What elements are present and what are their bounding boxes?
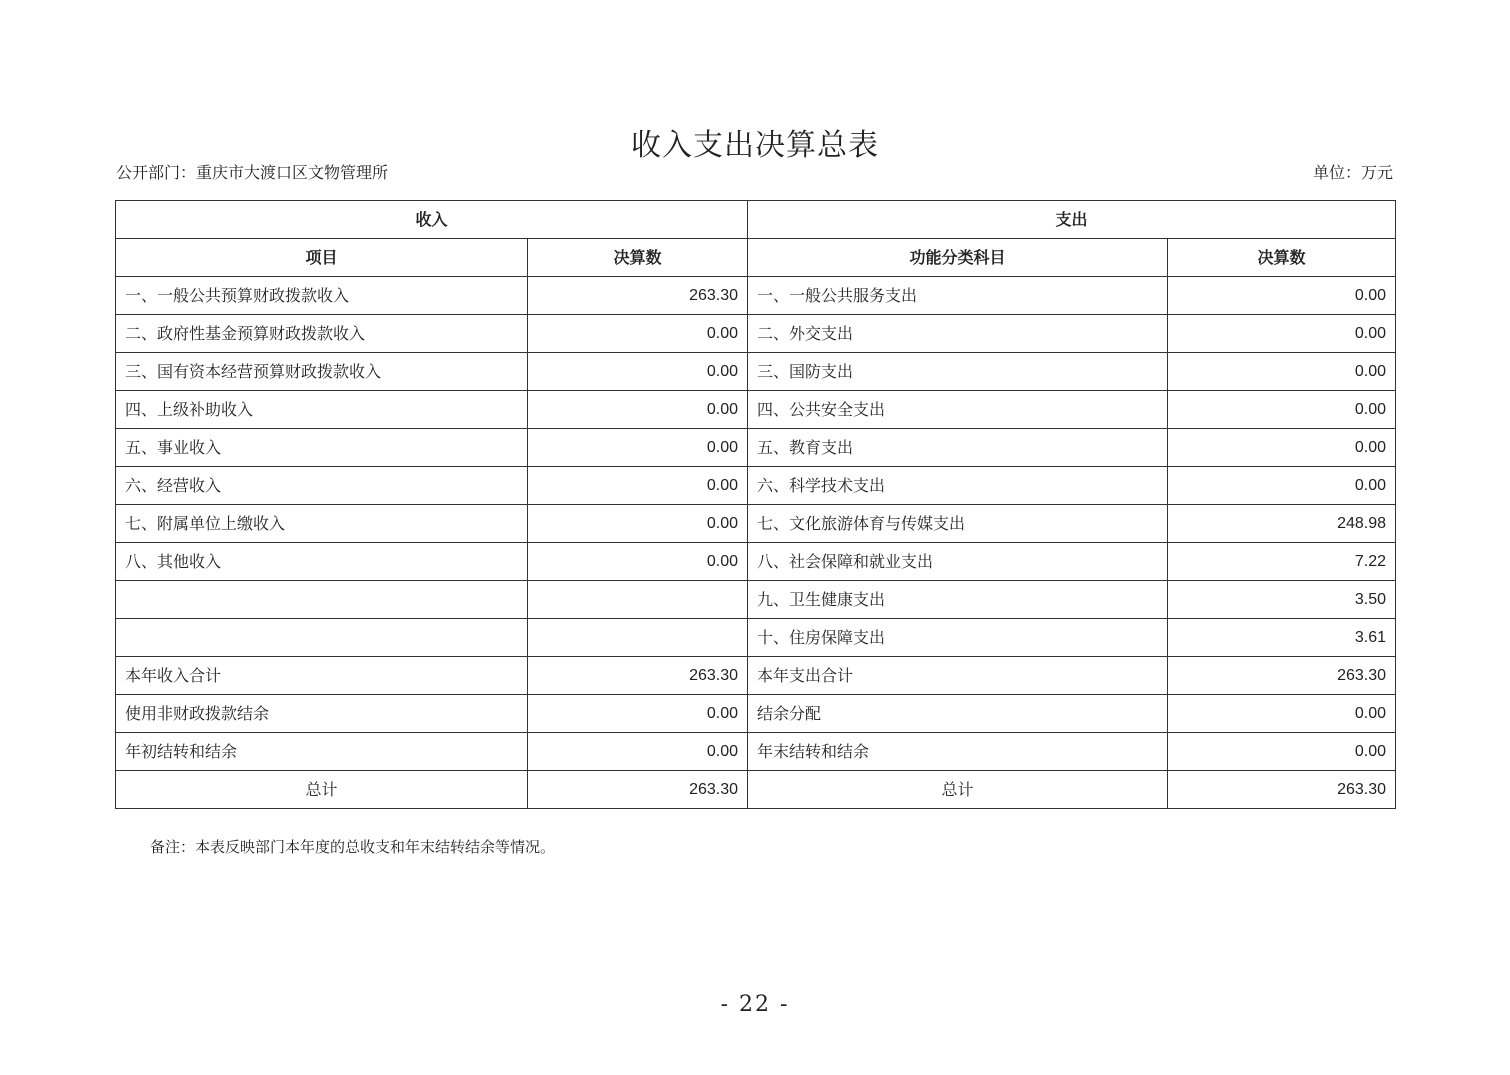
expense-item: 五、教育支出: [748, 429, 1168, 467]
income-item: 五、事业收入: [116, 429, 528, 467]
income-expense-table: [115, 200, 1396, 809]
expense-total-label: 总计: [748, 771, 1168, 809]
income-amount: 263.30: [528, 657, 748, 695]
expense-amount: 263.30: [1168, 657, 1396, 695]
expense-total-amount: 263.30: [1168, 771, 1396, 809]
income-item: 八、其他收入: [116, 543, 528, 581]
table-row: [116, 315, 1396, 353]
section-header-row: [116, 201, 1396, 239]
expense-section-header: 支出: [748, 201, 1396, 239]
income-amount-column-header: 决算数: [528, 239, 748, 277]
income-item: 使用非财政拨款结余: [116, 695, 528, 733]
expense-amount: 3.50: [1168, 581, 1396, 619]
expense-amount: 0.00: [1168, 391, 1396, 429]
income-item: 年初结转和结余: [116, 733, 528, 771]
item-column-header: 项目: [116, 239, 528, 277]
income-item: 六、经营收入: [116, 467, 528, 505]
income-item: 三、国有资本经营预算财政拨款收入: [116, 353, 528, 391]
table-row: [116, 581, 1396, 619]
expense-amount-column-header: 决算数: [1168, 239, 1396, 277]
report-title: 收入支出决算总表: [631, 128, 879, 163]
expense-amount: 7.22: [1168, 543, 1396, 581]
unit-label: 单位：万元: [1312, 163, 1393, 182]
income-amount: 0.00: [528, 467, 748, 505]
expense-item: 四、公共安全支出: [748, 391, 1168, 429]
income-total-label: 总计: [116, 771, 528, 809]
income-amount: 0.00: [528, 429, 748, 467]
table-row: [116, 429, 1396, 467]
grand-total-row: [116, 771, 1396, 809]
expense-amount: 248.98: [1168, 505, 1396, 543]
expense-item: 三、国防支出: [748, 353, 1168, 391]
income-amount: 0.00: [528, 695, 748, 733]
table-row: [116, 277, 1396, 315]
expense-amount: 0.00: [1168, 277, 1396, 315]
income-item: 一、一般公共预算财政拨款收入: [116, 277, 528, 315]
expense-item: 七、文化旅游体育与传媒支出: [748, 505, 1168, 543]
category-column-header: 功能分类科目: [748, 239, 1168, 277]
table-row: [116, 657, 1396, 695]
income-amount: 0.00: [528, 543, 748, 581]
table-row: [116, 467, 1396, 505]
income-total-amount: 263.30: [528, 771, 748, 809]
expense-item: 六、科学技术支出: [748, 467, 1168, 505]
page-number: - 22 -: [720, 992, 790, 1017]
column-header-row: [116, 239, 1396, 277]
income-section-header: 收入: [116, 201, 748, 239]
income-item: [116, 619, 528, 657]
income-item: 二、政府性基金预算财政拨款收入: [116, 315, 528, 353]
expense-item: 十、住房保障支出: [748, 619, 1168, 657]
income-amount: [528, 581, 748, 619]
table-row: [116, 353, 1396, 391]
expense-item: 结余分配: [748, 695, 1168, 733]
expense-item: 本年支出合计: [748, 657, 1168, 695]
footnote: 备注：本表反映部门本年度的总收支和年末结转结余等情况。: [150, 838, 556, 856]
expense-item: 年末结转和结余: [748, 733, 1168, 771]
income-amount: 0.00: [528, 391, 748, 429]
income-item: [116, 581, 528, 619]
expense-item: 八、社会保障和就业支出: [748, 543, 1168, 581]
table-row: [116, 543, 1396, 581]
income-amount: [528, 619, 748, 657]
income-amount: 0.00: [528, 505, 748, 543]
expense-item: 一、一般公共服务支出: [748, 277, 1168, 315]
table-row: [116, 391, 1396, 429]
expense-amount: 0.00: [1168, 467, 1396, 505]
income-item: 七、附属单位上缴收入: [116, 505, 528, 543]
expense-amount: 3.61: [1168, 619, 1396, 657]
expense-item: 九、卫生健康支出: [748, 581, 1168, 619]
expense-amount: 0.00: [1168, 695, 1396, 733]
expense-amount: 0.00: [1168, 353, 1396, 391]
department-label: 公开部门：重庆市大渡口区文物管理所: [116, 163, 389, 182]
table-row: [116, 505, 1396, 543]
expense-item: 二、外交支出: [748, 315, 1168, 353]
expense-amount: 0.00: [1168, 733, 1396, 771]
expense-amount: 0.00: [1168, 429, 1396, 467]
income-item: 四、上级补助收入: [116, 391, 528, 429]
income-amount: 0.00: [528, 315, 748, 353]
income-amount: 0.00: [528, 733, 748, 771]
income-amount: 263.30: [528, 277, 748, 315]
table-row: [116, 695, 1396, 733]
table-row: [116, 733, 1396, 771]
expense-amount: 0.00: [1168, 315, 1396, 353]
table-row: [116, 619, 1396, 657]
income-amount: 0.00: [528, 353, 748, 391]
income-item: 本年收入合计: [116, 657, 528, 695]
